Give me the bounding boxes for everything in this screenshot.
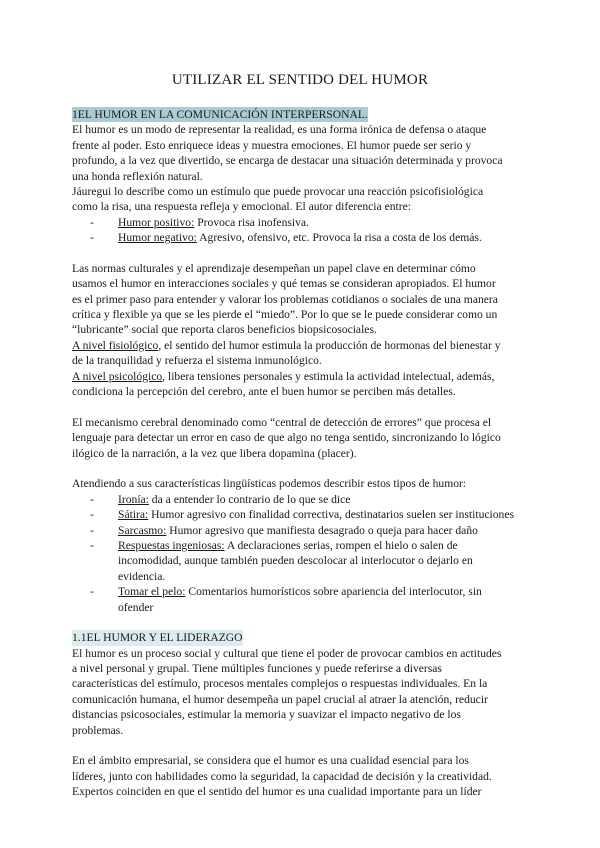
paragraph-line: condiciona la percepción del cerebro, ante el buen humor se perciben más detalles. [72, 385, 456, 399]
paragraph-line: como la risa, una respuesta refleja y emocional. El autor diferencia entre: [72, 200, 411, 214]
bullet-dash: - [90, 538, 94, 552]
spacer [72, 246, 532, 261]
paragraph-line: Expertos coinciden en que el sentido del humor es una cualidad importante para un líder [72, 785, 482, 799]
paragraph-line: Atendiendo a sus características lingüísticas podemos describir estos tipos de humor: [72, 477, 467, 491]
paragraph-line: una honda reflexión natural. [72, 169, 203, 183]
list-item: - Sátira: Humor agresivo con finalidad correctiva, destinatarios suelen ser instituciones [90, 508, 515, 522]
bullet-dash: - [90, 585, 94, 599]
bullet-dash: - [90, 231, 94, 245]
list-term: Humor negativo: [118, 231, 197, 245]
paragraph-line: A nivel psicológico, libera tensiones personales y estimula la actividad intelectual, además, [72, 369, 495, 383]
paragraph-line: es el primer paso para entender y valorar los problemas cotidianos o sociales de una manera [72, 292, 498, 306]
list-item: evidencia. [118, 569, 166, 583]
paragraph-line: El humor es un modo de representar la realidad, es una forma irónica de defensa o ataque [72, 123, 487, 137]
section-heading-1-line [72, 107, 532, 122]
list-term: Sátira: [118, 508, 149, 522]
list-term: Tomar el pelo: [118, 585, 186, 599]
paragraph-line: distancias psicosociales, estimular la memoria y suavizar el impacto negativo de los [72, 708, 461, 722]
section-heading-1-1-line [72, 630, 532, 645]
paragraph-line: “lubricante” social que reporta claros beneficios biopsicosociales. [72, 323, 377, 337]
paragraph-line: profundo, a la vez que divertido, se encarga de destacar una situación determinada y provoca [72, 154, 503, 168]
paragraph-line: ilógico de la narración, a la vez que libera dopamina (placer). [72, 446, 357, 460]
paragraph-line: a nivel personal y grupal. Tiene múltiples funciones y puede referirse a diversas [72, 662, 442, 676]
spacer [72, 738, 532, 753]
list-item: - Tomar el pelo: Comentarios humorísticos sobre apariencia del interlocutor, sin [90, 585, 482, 599]
paragraph-line: características del estímulo, procesos mentales complejos o respuestas individuales. En la [72, 677, 488, 691]
bullet-dash: - [90, 508, 94, 522]
list-term: Respuestas ingeniosas: [118, 538, 225, 552]
spacer [72, 615, 532, 630]
list-item: - Humor positivo: Provoca risa inofensiva. [90, 215, 309, 229]
paragraph-line: crítica y flexible ya que se les pierde el “miedo”. Por lo que se le puede considerar como un [72, 308, 498, 322]
section-heading-1-1: 1.1EL HUMOR Y EL LIDERAZGO [72, 631, 243, 645]
paragraph-line: Las normas culturales y el aprendizaje desempeñan un papel clave en determinar cómo [72, 261, 476, 275]
paragraph-line: En el ámbito empresarial, se considera que el humor es una cualidad esencial para los [72, 754, 469, 768]
list-item: - Sarcasmo: Humor agresivo que manifiesta desagrado o queja para hacer daño [90, 523, 478, 537]
paragraph-line: El mecanismo cerebral denominado como “central de detección de errores” que procesa el [72, 415, 492, 429]
paragraph-line: lenguaje para detectar un error en caso de que algo no tenga sentido, sincronizando lo lógico [72, 431, 501, 445]
paragraph-line: usamos el humor en interacciones sociales y qué temas se consideran apropiados. El humor [72, 277, 496, 291]
spacer [72, 399, 532, 414]
term-label: A nivel fisiológico [72, 338, 159, 352]
term-label: A nivel psicológico [72, 369, 163, 383]
spacer [72, 461, 532, 476]
paragraph-line: frente al poder. Esto enriquece ideas y muestra emociones. El humor puede ser serio y [72, 138, 472, 152]
paragraph-line: líderes, junto con habilidades como la seguridad, la capacidad de decisión y la creatividad. [72, 769, 492, 783]
bullet-dash: - [90, 215, 94, 229]
list-term: Humor positivo: [118, 215, 195, 229]
list-term: Ironía: [118, 492, 149, 506]
list-item: - Respuestas ingeniosas: A declaraciones serias, rompen el hielo o salen de [90, 538, 458, 552]
paragraph-line: de la tranquilidad y refuerza el sistema inmunológico. [72, 354, 322, 368]
document-title: UTILIZAR EL SENTIDO DEL HUMOR [171, 72, 429, 88]
paragraph-line: A nivel fisiológico, el sentido del humor estimula la producción de hormonas del bienestar y [72, 338, 501, 352]
paragraph-line: El humor es un proceso social y cultural que tiene el poder de provocar cambios en actitudes [72, 646, 502, 660]
section-heading-1: 1EL HUMOR EN LA COMUNICACIÓN INTERPERSONAL. [72, 108, 368, 121]
list-item: incomodidad, aunque también pueden descolocar al interlocutor o dejarlo en [118, 554, 473, 568]
bullet-dash: - [90, 523, 94, 537]
paragraph-line: comunicación humana, el humor desempeña un papel crucial al atraer la atención, reducir [72, 692, 488, 706]
bullet-dash: - [90, 492, 94, 506]
list-term: Sarcasmo: [118, 523, 167, 537]
paragraph-line: Jáuregui lo describe como un estímulo que puede provocar una reacción psicofisiológica [72, 184, 484, 198]
document-body [72, 107, 532, 800]
paragraph-line: problemas. [72, 723, 124, 737]
list-item: - Humor negativo: Agresivo, ofensivo, etc. Provoca la risa a costa de los demás. [90, 231, 482, 245]
list-item: - Ironía: da a entender lo contrario de lo que se dice [90, 492, 351, 506]
list-item: ofender [118, 600, 154, 614]
